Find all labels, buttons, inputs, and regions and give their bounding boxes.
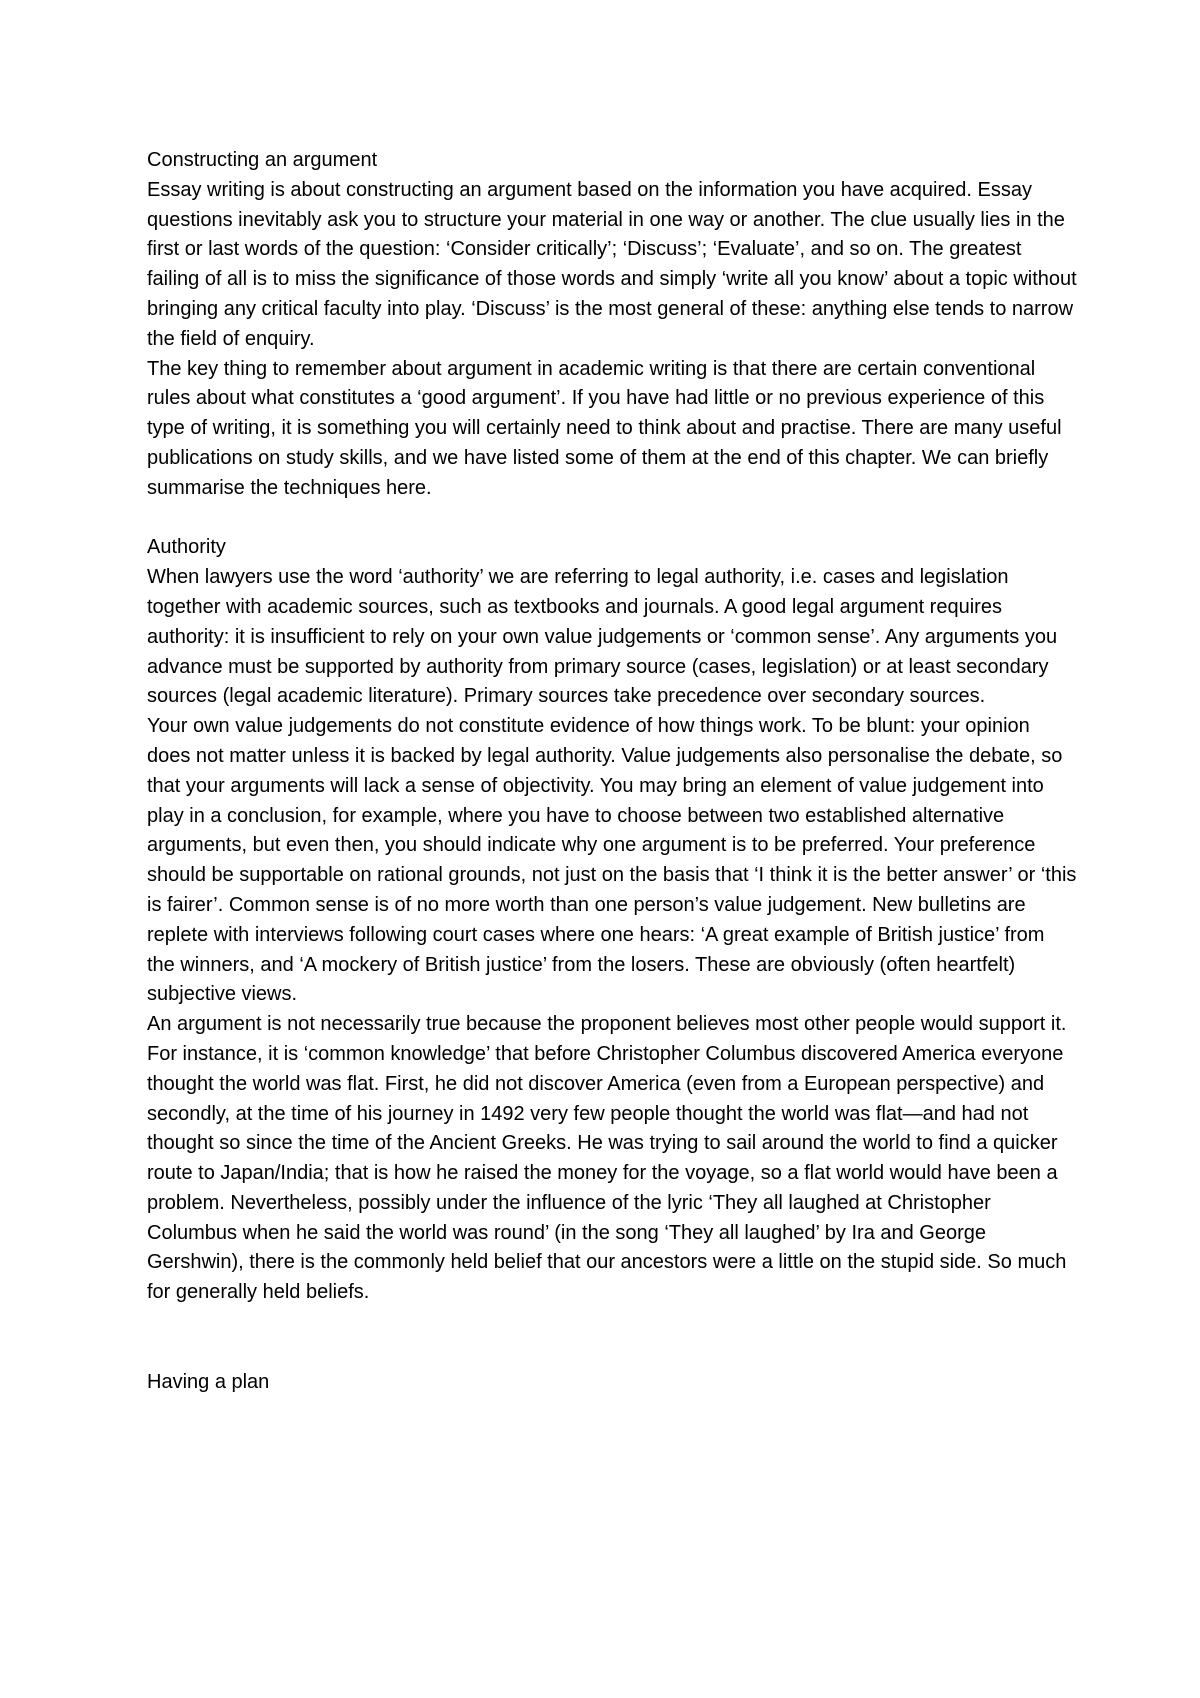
paragraph-essay-writing: Essay writing is about constructing an argument based on the information you have acquired. Essay questions inevitably ask you to structure your material in one way or another. The clue usually lies in the first or last words of the question: ‘Consider critically’; ‘Discuss’; ‘Evaluate’, and so on. The greatest failing of all is to miss the significance of those words and simply ‘write all you know’ about a topic without bringing any critical faculty into play. ‘Discuss’ is the most general of these: anything else tends to narrow the field of enquiry. [147, 178, 1077, 350]
paragraph-spacer [147, 1308, 1077, 1368]
paragraph-columbus: An argument is not necessarily true because the proponent believes most other people would support it. For instance, it is ‘common knowledge’ that before Christopher Columbus discovered America everyone thought the world was flat. First, he did not discover America (even from a European perspective) and secondly, at the time of his journey in 1492 very few people thought the world was flat—and had not thought so since the time of the Ancient Greeks. He was trying to sail around the world to find a quicker route to Japan/India; that is how he raised the money for the voyage, so a flat world would have been a problem. Nevertheless, possibly under the influence of the lyric ‘They all laughed at Christopher Columbus when he said the world was round’ (in the song ‘They all laughed’ by Ira and George Gershwin), there is the commonly held belief that our ancestors were a little on the stupid side. So much for generally held beliefs. [147, 1013, 1067, 1304]
paragraph-spacer [147, 504, 1077, 534]
paragraph-lawyers-authority: When lawyers use the word ‘authority’ we are referring to legal authority, i.e. cases and legislation together with academic sources, such as textbooks and journals. A good legal argument requires authority: it is insufficient to rely on your own value judgements or ‘common sense’. Any arguments you advance must be supported by authority from primary source (cases, legislation) or at least secondary sources (legal academic literature). Primary sources take precedence over secondary sources. [147, 566, 1058, 708]
section-heading-constructing-an-argument: Constructing an argument [147, 149, 378, 171]
document-body [147, 146, 1077, 1397]
section-heading-authority: Authority [147, 536, 226, 559]
paragraph-key-thing: The key thing to remember about argument in academic writing is that there are certain conventional rules about what constitutes a ‘good argument’. If you have had little or no previous experience of this type of writing, it is something you will certainly need to think about and practise. There are many useful publications on study skills, and we have listed some of them at the end of this chapter. We can briefly summarise the techniques here. [147, 357, 1062, 499]
paragraph-value-judgements: Your own value judgements do not constitute evidence of how things work. To be blunt: your opinion does not matter unless it is backed by legal authority. Value judgements also personalise the debate, so that your arguments will lack a sense of objectivity. You may bring an element of value judgement into play in a conclusion, for example, where you have to choose between two established alternative arguments, but even then, you should indicate why one argument is to be preferred. Your preference should be supportable on rational grounds, not just on the basis that ‘I think it is the better answer’ or ‘this is fairer’. Common sense is of no more worth than one person’s value judgement. New bulletins are replete with interviews following court cases where one hears: ‘A great example of British justice’ from the winners, and ‘A mockery of British justice’ from the losers. These are obviously (often heartfelt) subjective views. [147, 715, 1077, 1006]
section-heading-having-a-plan: Having a plan [147, 1370, 270, 1393]
